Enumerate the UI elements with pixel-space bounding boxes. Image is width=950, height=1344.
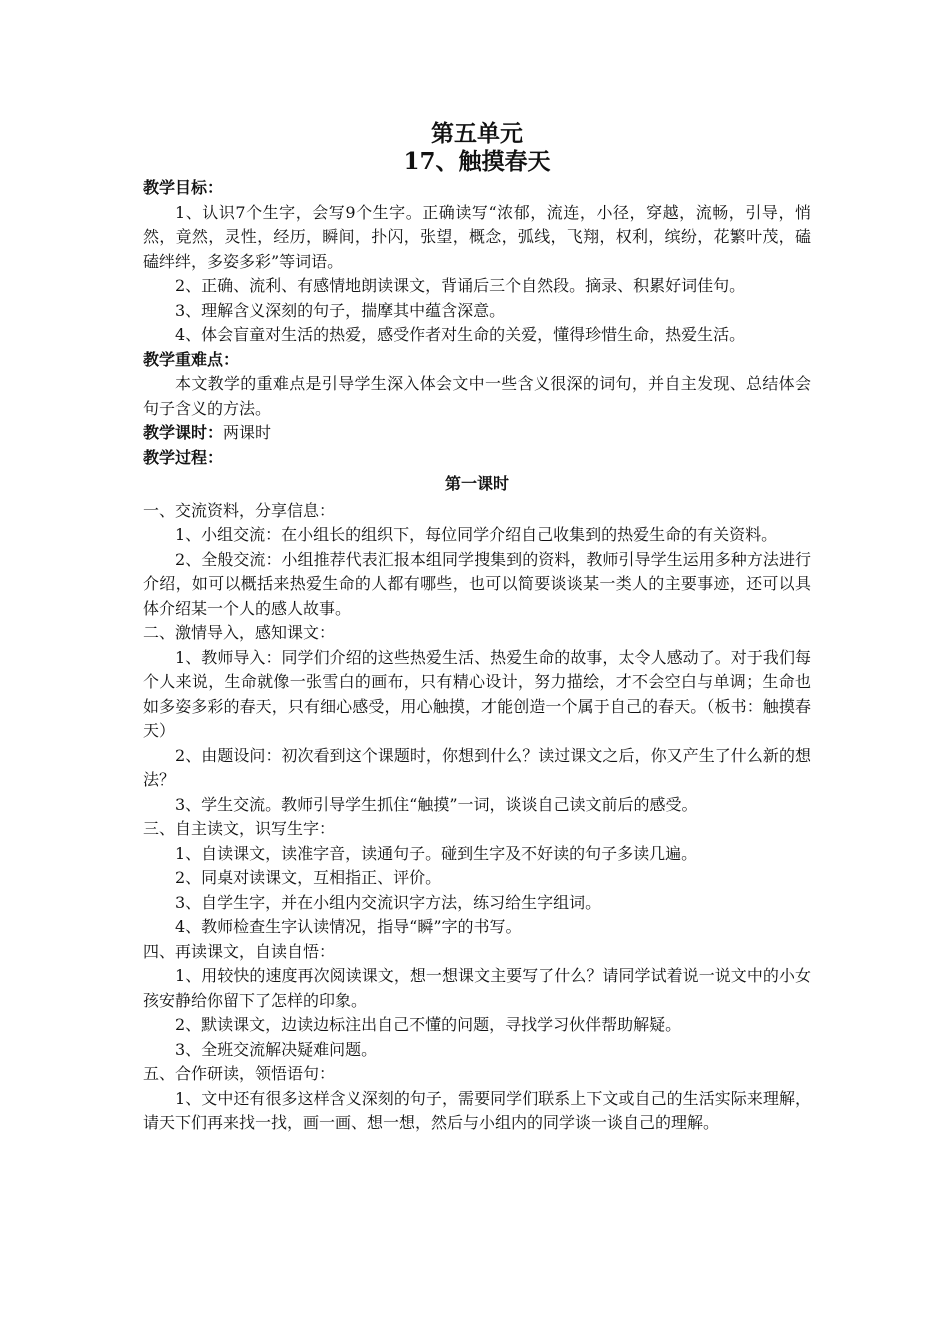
section-item: 3、学生交流。教师引导学生抓住“触摸”一词，谈谈自己读文前后的感受。 bbox=[175, 794, 698, 814]
goals-heading: 教学目标： bbox=[143, 178, 224, 197]
section-title: 二、激情导入，感知课文： bbox=[143, 623, 336, 642]
section-item: 3、自学生字，并在小组内交流识字方法，练习给生字组词。 bbox=[175, 892, 602, 912]
section-title: 一、交流资料，分享信息： bbox=[143, 500, 336, 520]
goal-item: 3、理解含义深刻的句子，揣摩其中蕴含深意。 bbox=[175, 300, 506, 320]
process-heading: 教学过程： bbox=[143, 447, 224, 467]
section-item: 1、用较快的速度再次阅读课文，想一想课文主要写了什么？请同学试着说一说文中的小女孩安静给你留下了怎样的印象。 bbox=[143, 966, 811, 1010]
section-title: 五、合作研读，领悟语句： bbox=[143, 1064, 336, 1083]
hours-label: 教学课时： bbox=[143, 423, 224, 442]
section-item: 1、小组交流：在小组长的组织下，每位同学介绍自己收集到的热爱生命的有关资料。 bbox=[175, 525, 778, 544]
section-item: 3、全班交流解决疑难问题。 bbox=[175, 1039, 378, 1059]
section-item: 4、教师检查生字认读情况，指导“瞬”字的书写。 bbox=[175, 917, 522, 936]
lesson-title: 17、触摸春天 bbox=[403, 148, 551, 175]
section-item: 2、全般交流：小组推荐代表汇报本组同学搜集到的资料，教师引导学生运用多种方法进行介绍，如可以概括来热爱生命的人都有哪些，也可以简要谈谈某一类人的主要事迹，还可以具体介绍某一个人的感人故事。 bbox=[143, 549, 811, 618]
section-item: 1、自读课文，读准字音，读通句子。碰到生字及不好读的句子多读几遍。 bbox=[175, 843, 698, 863]
section-item: 1、文中还有很多这样含义深刻的句子，需要同学们联系上下文或自己的生活实际来理解，请天下们再来找一找，画一画、想一想，然后与小组内的同学谈一谈自己的理解。 bbox=[143, 1088, 811, 1132]
goal-item: 1、认识7个生字，会写9个生字。正确读写“浓郁，流连，小径，穿越，流畅，引导，悄然，竟然，灵性，经历，瞬间，扑闪，张望，概念，弧线，飞翔，权利，缤纷，花繁叶茂，磕磕绊绊，多姿多彩”等词语。 bbox=[143, 202, 811, 271]
unit-title: 第五单元 bbox=[431, 120, 523, 147]
section-item: 2、默读课文，边读边标注出自己不懂的问题，寻找学习伙伴帮助解疑。 bbox=[175, 1015, 682, 1034]
goal-item: 2、正确、流利、有感情地朗读课文，背诵后三个自然段。摘录、积累好词佳句。 bbox=[175, 276, 746, 295]
section-item: 1、教师导入：同学们介绍的这些热爱生活、热爱生命的故事，太令人感动了。对于我们每个人来说，生命就像一张雪白的画布，只有精心设计，努力描绘，才不会空白与单调；生命也如多姿多彩的春天，只有细心感受，用心触摸，才能创造一个属于自己的春天。（板书：触摸春天） bbox=[143, 647, 811, 740]
session-title: 第一课时 bbox=[444, 474, 509, 493]
section-item: 2、同桌对读课文，互相指正、评价。 bbox=[175, 868, 442, 887]
section-title: 四、再读课文，自读自悟： bbox=[143, 941, 336, 961]
document-body bbox=[143, 120, 811, 1136]
section-title: 三、自主读文，识写生字： bbox=[143, 819, 336, 838]
hours-line bbox=[143, 421, 811, 446]
hours-value: 两课时 bbox=[223, 423, 272, 442]
difficulty-heading: 教学重难点： bbox=[143, 349, 240, 369]
difficulty-text: 本文教学的重难点是引导学生深入体会文中一些含义很深的词句，并自主发现、总结体会句子含义的方法。 bbox=[143, 374, 811, 418]
goal-item: 4、体会盲童对生活的热爱，感受作者对生命的关爱，懂得珍惜生命，热爱生活。 bbox=[175, 325, 746, 344]
section-item: 2、由题设问：初次看到这个课题时，你想到什么？读过课文之后，你又产生了什么新的想法？ bbox=[143, 745, 811, 789]
